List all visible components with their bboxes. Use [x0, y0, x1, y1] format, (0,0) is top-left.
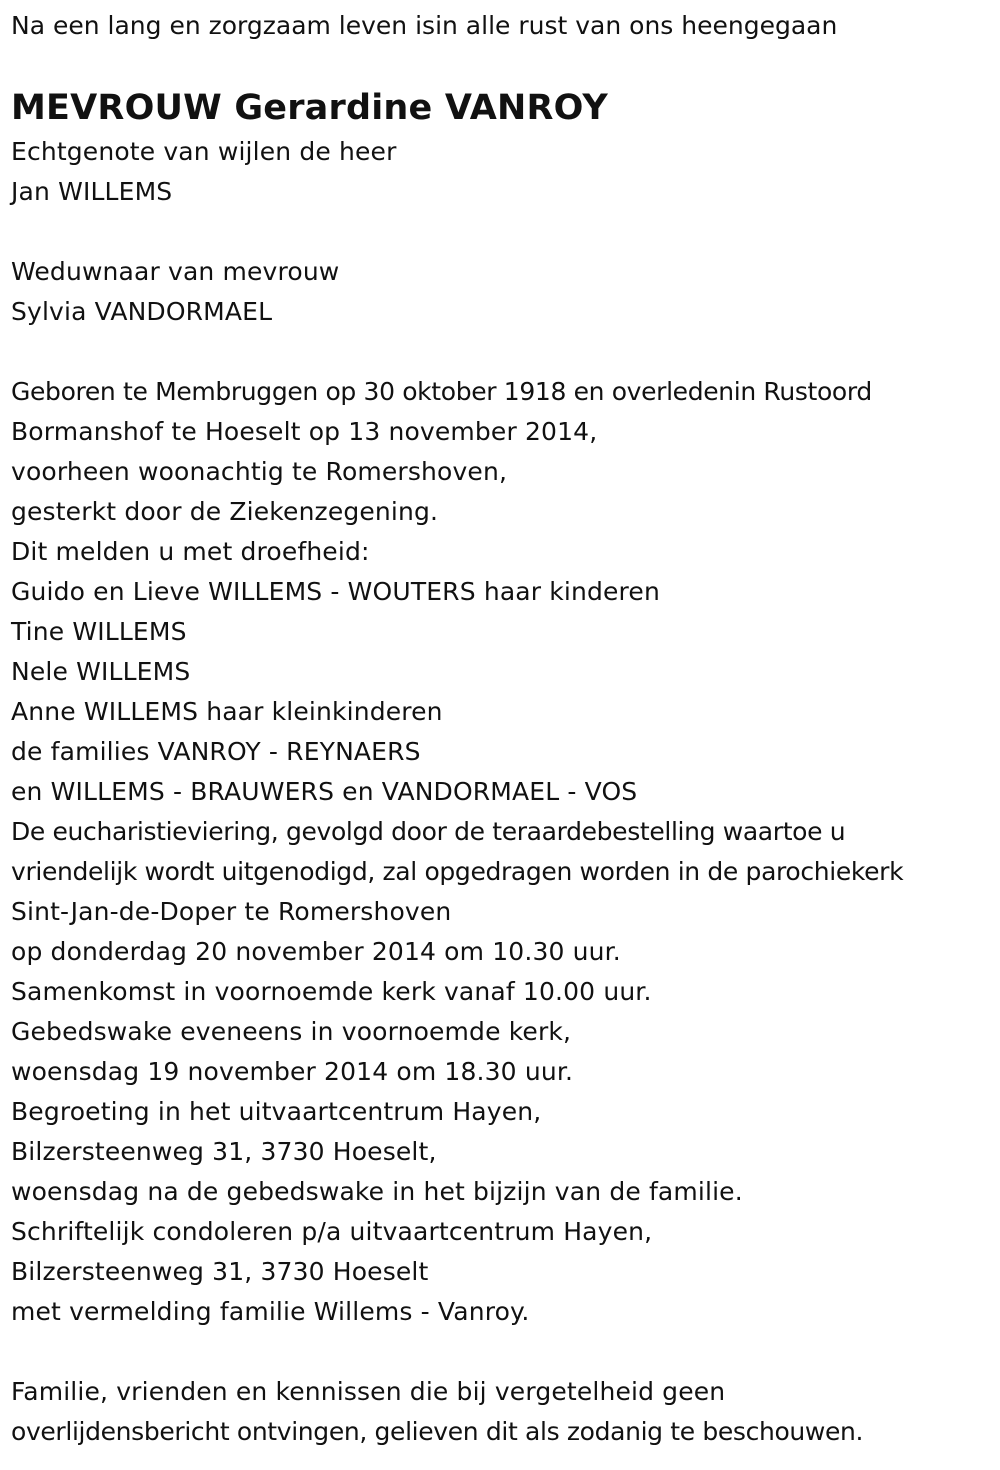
body-line: Sint-Jan-de-Doper te Romershoven [11, 897, 452, 926]
widow-label: Weduwnaar van mevrouw [11, 257, 340, 286]
spouse-name: Jan WILLEMS [11, 177, 173, 206]
body-line: Dit melden u met droefheid: [11, 537, 370, 566]
body-line: Bormanshof te Hoeselt op 13 november 2014, [11, 417, 598, 446]
body-line: Bilzersteenweg 31, 3730 Hoeselt, [11, 1137, 437, 1166]
body-line: woensdag na de gebedswake in het bijzijn van de familie. [11, 1177, 743, 1206]
body-line: Begroeting in het uitvaartcentrum Hayen, [11, 1097, 542, 1126]
body-line: Guido en Lieve WILLEMS - WOUTERS haar kinderen [11, 577, 660, 606]
body-line: de families VANROY - REYNAERS [11, 737, 421, 766]
body-line: voorheen woonachtig te Romershoven, [11, 457, 508, 486]
intro-text: Na een lang en zorgzaam leven isin alle rust van ons heengegaan [11, 11, 838, 40]
body-line: De eucharistieviering, gevolgd door de teraardebestelling waartoe u [11, 817, 846, 846]
body-line: Samenkomst in voornoemde kerk vanaf 10.00 uur. [11, 977, 652, 1006]
obituary-notice [11, 6, 996, 1452]
body-line: Tine WILLEMS [11, 617, 187, 646]
body-line: Gebedswake eveneens in voornoemde kerk, [11, 1017, 572, 1046]
body-line: op donderdag 20 november 2014 om 10.30 uur. [11, 937, 621, 966]
body-line: Nele WILLEMS [11, 657, 191, 686]
widow-name: Sylvia VANDORMAEL [11, 297, 273, 326]
body-line: Geboren te Membruggen op 30 oktober 1918 en overledenin Rustoord [11, 377, 872, 406]
notice-body [11, 372, 996, 1332]
body-line: Bilzersteenweg 31, 3730 Hoeselt [11, 1257, 429, 1286]
closing-line-1: Familie, vrienden en kennissen die bij vergetelheid geen [11, 1377, 726, 1406]
body-line: vriendelijk wordt uitgenodigd, zal opgedragen worden in de parochiekerk [11, 857, 904, 886]
body-line: Schriftelijk condoleren p/a uitvaartcentrum Hayen, [11, 1217, 653, 1246]
body-line: gesterkt door de Ziekenzegening. [11, 497, 439, 526]
spacer [11, 332, 996, 372]
spacer [11, 1332, 996, 1372]
closing-line-2: overlijdensbericht ontvingen, gelieven dit als zodanig te beschouwen. [11, 1417, 864, 1446]
body-line: en WILLEMS - BRAUWERS en VANDORMAEL - VOS [11, 777, 638, 806]
spacer [11, 212, 996, 252]
body-line: woensdag 19 november 2014 om 18.30 uur. [11, 1057, 574, 1086]
spouse-label: Echtgenote van wijlen de heer [11, 137, 397, 166]
deceased-name: MEVROUW Gerardine VANROY [11, 88, 608, 128]
body-line: met vermelding familie Willems - Vanroy. [11, 1297, 530, 1326]
body-line: Anne WILLEMS haar kleinkinderen [11, 697, 443, 726]
